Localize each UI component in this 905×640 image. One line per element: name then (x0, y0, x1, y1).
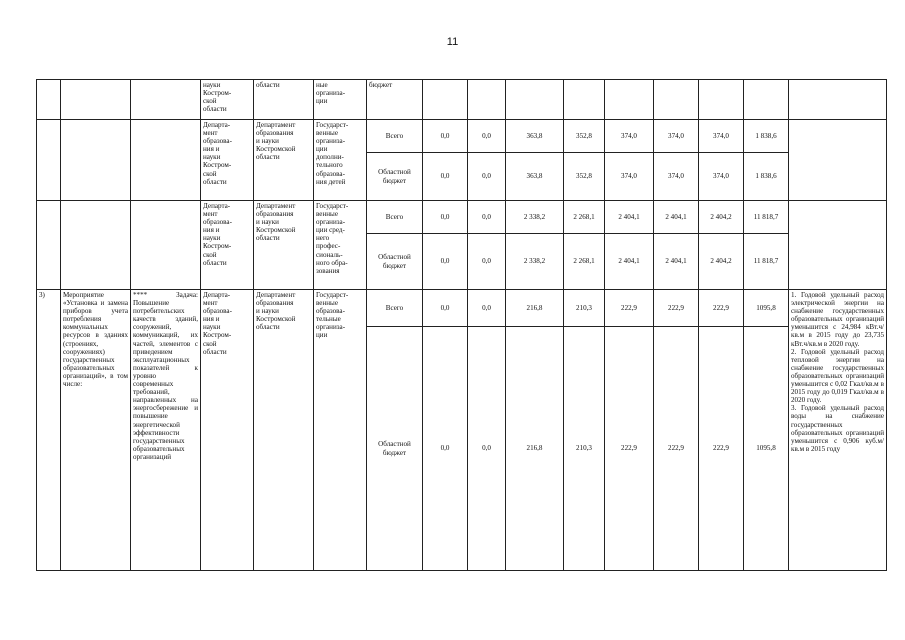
value-cell: 2 268,1 (564, 234, 605, 290)
table-row (37, 120, 887, 153)
value-cell: 0,0 (468, 327, 506, 571)
value-cell: 222,9 (654, 290, 699, 327)
source-cell: Всего (367, 201, 423, 234)
value-cell: 2 404,2 (699, 201, 744, 234)
value-cell: 0,0 (423, 327, 468, 571)
value-cell: 374,0 (654, 120, 699, 153)
table-cell (789, 80, 887, 120)
table-cell (131, 201, 201, 290)
table-cell (37, 201, 61, 290)
value-cell: 2 404,1 (654, 234, 699, 290)
table-cell (789, 201, 887, 290)
participant-cell: Государст- венные организа- ции сред- него профес- сиональ- ного обра- зования (314, 201, 367, 290)
value-cell: 2 404,1 (605, 201, 654, 234)
value-cell: 210,3 (564, 290, 605, 327)
value-cell: 222,9 (699, 327, 744, 571)
value-cell: 0,0 (423, 120, 468, 153)
budget-table (36, 79, 887, 571)
table-cell (37, 120, 61, 201)
coexecutor-cell: Департамент образования и науки Костромской области (254, 290, 314, 571)
table-cell (61, 80, 131, 120)
table-cell (789, 120, 887, 201)
source-cell: Всего (367, 290, 423, 327)
coexecutor-cell: Департамент образования и науки Костромской области (254, 201, 314, 290)
value-cell: 352,8 (564, 153, 605, 201)
value-cell: 374,0 (605, 120, 654, 153)
value-cell: 0,0 (468, 153, 506, 201)
value-cell: 222,9 (605, 327, 654, 571)
table-cell (131, 120, 201, 201)
value-cell: 222,9 (654, 327, 699, 571)
participant-cell: Государст- венные организа- ции дополни- тельного образова- ния детей (314, 120, 367, 201)
value-cell: 374,0 (605, 153, 654, 201)
source-cell: Областной бюджет (367, 234, 423, 290)
value-cell (564, 80, 605, 120)
value-cell: 11 818,7 (744, 234, 789, 290)
value-cell: 0,0 (423, 234, 468, 290)
value-cell: 0,0 (423, 153, 468, 201)
value-cell: 1095,8 (744, 327, 789, 571)
value-cell: 1 838,6 (744, 153, 789, 201)
value-cell: 363,8 (506, 153, 564, 201)
table-cell (61, 120, 131, 201)
source-cell: Областной бюджет (367, 327, 423, 571)
value-cell: 352,8 (564, 120, 605, 153)
value-cell: 0,0 (423, 201, 468, 234)
value-cell: 0,0 (468, 120, 506, 153)
executor-cell: Департа- мент образова- ния и науки Костром- ской области (201, 201, 254, 290)
participant-cell: ные организа- ции (314, 80, 367, 120)
value-cell: 0,0 (468, 234, 506, 290)
table-row (37, 80, 887, 120)
task-cell: **** Задача: Повышение потребительских качеств зданий, сооружений, коммуникаций, их частей, элементов с приведением эксплуатационных показателей к уровню современных требований, направленных на энергосбережение и повышение энергетической эффективности государственных образовательных организаций (131, 290, 201, 571)
value-cell (605, 80, 654, 120)
executor-cell: науки Костром- ской области (201, 80, 254, 120)
value-cell (654, 80, 699, 120)
table-cell (61, 201, 131, 290)
value-cell: 2 404,2 (699, 234, 744, 290)
value-cell: 210,3 (564, 327, 605, 571)
value-cell: 216,8 (506, 290, 564, 327)
value-cell: 2 268,1 (564, 201, 605, 234)
value-cell (468, 80, 506, 120)
value-cell: 222,9 (605, 290, 654, 327)
event-cell: Мероприятие «Установка и замена приборов учета потребления коммунальных ресурсов в зданиях (строениях, сооружениях) государственных образовательных организаций», в том числе: (61, 290, 131, 571)
coexecutor-cell: области (254, 80, 314, 120)
value-cell (506, 80, 564, 120)
value-cell: 2 338,2 (506, 234, 564, 290)
value-cell (423, 80, 468, 120)
value-cell: 0,0 (468, 290, 506, 327)
source-cell: Областной бюджет (367, 153, 423, 201)
executor-cell: Департа- мент образова- ния и науки Костром- ской области (201, 290, 254, 571)
row-number-cell: 3) (37, 290, 61, 571)
table-cell (131, 80, 201, 120)
source-cell: Всего (367, 120, 423, 153)
table-cell (37, 80, 61, 120)
value-cell: 1095,8 (744, 290, 789, 327)
value-cell: 374,0 (699, 153, 744, 201)
value-cell: 374,0 (654, 153, 699, 201)
value-cell: 2 338,2 (506, 201, 564, 234)
value-cell: 363,8 (506, 120, 564, 153)
value-cell: 374,0 (699, 120, 744, 153)
value-cell (699, 80, 744, 120)
value-cell: 2 404,1 (605, 234, 654, 290)
indicator-cell: 1. Годовой удельный расход электрической энергии на снабжение государственных образовательных организаций уменьшится с 24,984 кВт.ч/кв.м в 2015 году до 23,735 кВт.ч/кв.м в 2020 году. 2. Годовой удельный расход тепловой энергии на снабжение государственных образовательных организаций уменьшится с 0,02 Гкал/кв.м в 2015 году до 0,019 Гкал/кв.м в 2020 году. 3. Годовой удельный расход воды на снабжение государственных образовательных организаций уменьшится с 0,906 куб.м/кв.м в 2015 году (789, 290, 887, 571)
table-row (37, 201, 887, 234)
page-number: 11 (446, 36, 459, 48)
value-cell (744, 80, 789, 120)
value-cell: 11 818,7 (744, 201, 789, 234)
value-cell: 222,9 (699, 290, 744, 327)
source-cell: бюджет (367, 80, 423, 120)
value-cell: 2 404,1 (654, 201, 699, 234)
value-cell: 1 838,6 (744, 120, 789, 153)
executor-cell: Департа- мент образова- ния и науки Костром- ской области (201, 120, 254, 201)
coexecutor-cell: Департамент образования и науки Костромской области (254, 120, 314, 201)
value-cell: 0,0 (468, 201, 506, 234)
participant-cell: Государст- венные образова- тельные организа- ции (314, 290, 367, 571)
table-row (37, 290, 887, 327)
value-cell: 216,8 (506, 327, 564, 571)
value-cell: 0,0 (423, 290, 468, 327)
